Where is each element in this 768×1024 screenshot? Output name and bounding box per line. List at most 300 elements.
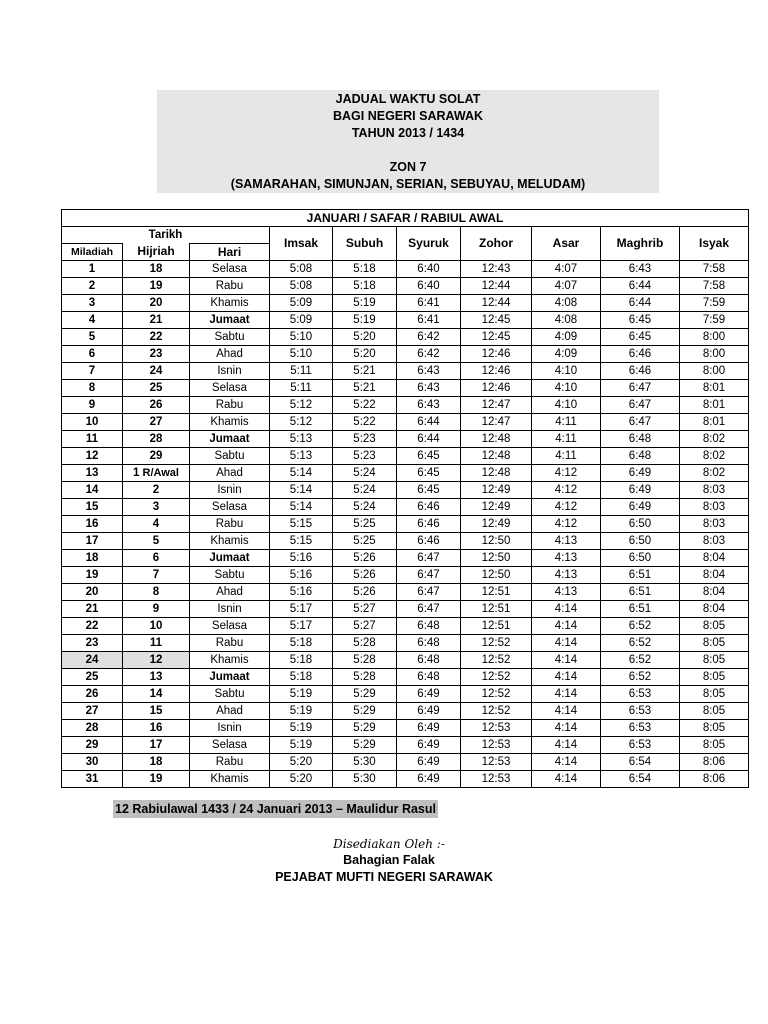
zohor-cell: 12:45	[461, 312, 532, 329]
maghrib-cell: 6:52	[601, 635, 680, 652]
maghrib-cell: 6:44	[601, 278, 680, 295]
subuh-cell: 5:28	[333, 635, 397, 652]
miladiah-cell: 29	[62, 737, 123, 754]
subuh-cell: 5:20	[333, 329, 397, 346]
asar-cell: 4:12	[532, 465, 601, 482]
maghrib-cell: 6:45	[601, 312, 680, 329]
isyak-cell: 8:05	[680, 618, 749, 635]
subuh-cell: 5:21	[333, 380, 397, 397]
syuruk-cell: 6:42	[397, 346, 461, 363]
imsak-cell: 5:14	[270, 499, 333, 516]
isyak-cell: 8:05	[680, 737, 749, 754]
maghrib-cell: 6:53	[601, 686, 680, 703]
day-cell: Sabtu	[190, 448, 270, 465]
hijriah-cell	[123, 601, 190, 618]
zohor-cell: 12:48	[461, 465, 532, 482]
subuh-cell: 5:20	[333, 346, 397, 363]
hijriah-day: 19	[149, 772, 163, 785]
hijriah-cell	[123, 771, 190, 788]
maghrib-cell: 6:50	[601, 533, 680, 550]
subuh-cell: 5:26	[333, 567, 397, 584]
imsak-cell: 5:11	[270, 363, 333, 380]
syuruk-cell: 6:45	[397, 465, 461, 482]
hijriah-day: 22	[149, 330, 163, 343]
isyak-cell: 8:02	[680, 431, 749, 448]
maghrib-cell: 6:43	[601, 261, 680, 278]
imsak-cell: 5:11	[270, 380, 333, 397]
zohor-cell: 12:53	[461, 771, 532, 788]
syuruk-cell: 6:47	[397, 584, 461, 601]
syuruk-cell: 6:41	[397, 312, 461, 329]
hijriah-cell	[123, 550, 190, 567]
table-row	[62, 346, 749, 363]
subuh-cell: 5:22	[333, 397, 397, 414]
hijriah-day: 12	[149, 653, 163, 666]
zohor-cell: 12:44	[461, 278, 532, 295]
table-row	[62, 329, 749, 346]
table-row	[62, 397, 749, 414]
miladiah-cell: 23	[62, 635, 123, 652]
day-cell: Rabu	[190, 397, 270, 414]
isyak-cell: 8:06	[680, 754, 749, 771]
subuh-cell: 5:29	[333, 686, 397, 703]
imsak-cell: 5:15	[270, 516, 333, 533]
hijriah-day: 9	[152, 602, 160, 615]
hijriah-day: 2	[152, 483, 160, 496]
miladiah-cell: 13	[62, 465, 123, 482]
table-row	[62, 584, 749, 601]
miladiah-cell: 27	[62, 703, 123, 720]
syuruk-cell: 6:45	[397, 482, 461, 499]
table-row	[62, 737, 749, 754]
syuruk-cell: 6:48	[397, 635, 461, 652]
isyak-cell: 7:59	[680, 312, 749, 329]
asar-cell: 4:14	[532, 771, 601, 788]
zohor-cell: 12:49	[461, 499, 532, 516]
asar-cell: 4:09	[532, 346, 601, 363]
hijriah-day: 4	[152, 517, 160, 530]
miladiah-cell: 18	[62, 550, 123, 567]
isyak-cell: 8:00	[680, 346, 749, 363]
syuruk-cell: 6:47	[397, 550, 461, 567]
hari-header: Hari	[190, 244, 270, 261]
isyak-header: Isyak	[680, 227, 749, 261]
zohor-cell: 12:47	[461, 414, 532, 431]
hijriah-cell	[123, 669, 190, 686]
miladiah-cell: 30	[62, 754, 123, 771]
table-row	[62, 431, 749, 448]
table-row	[62, 550, 749, 567]
hijriah-cell	[123, 720, 190, 737]
subuh-cell: 5:19	[333, 295, 397, 312]
isyak-cell: 8:02	[680, 465, 749, 482]
isyak-cell: 8:04	[680, 567, 749, 584]
hijriah-cell	[123, 618, 190, 635]
table-row	[62, 465, 749, 482]
isyak-cell: 7:58	[680, 278, 749, 295]
syuruk-cell: 6:46	[397, 533, 461, 550]
day-cell: Ahad	[190, 465, 270, 482]
asar-cell: 4:13	[532, 567, 601, 584]
syuruk-cell: 6:49	[397, 771, 461, 788]
maghrib-cell: 6:54	[601, 771, 680, 788]
subuh-cell: 5:30	[333, 771, 397, 788]
zohor-cell: 12:48	[461, 431, 532, 448]
hijriah-day: 15	[149, 704, 163, 717]
table-row	[62, 635, 749, 652]
imsak-cell: 5:17	[270, 618, 333, 635]
hijriah-cell	[123, 584, 190, 601]
zohor-cell: 12:43	[461, 261, 532, 278]
hijriah-day: 18	[149, 755, 163, 768]
isyak-cell: 8:03	[680, 516, 749, 533]
miladiah-header: Miladiah	[62, 244, 123, 261]
syuruk-cell: 6:46	[397, 516, 461, 533]
maghrib-cell: 6:49	[601, 465, 680, 482]
zohor-cell: 12:46	[461, 346, 532, 363]
asar-cell: 4:14	[532, 652, 601, 669]
subuh-cell: 5:29	[333, 737, 397, 754]
asar-cell: 4:10	[532, 397, 601, 414]
isyak-cell: 8:03	[680, 482, 749, 499]
miladiah-cell: 25	[62, 669, 123, 686]
maghrib-cell: 6:52	[601, 618, 680, 635]
zohor-cell: 12:44	[461, 295, 532, 312]
subuh-cell: 5:28	[333, 652, 397, 669]
isyak-cell: 8:05	[680, 703, 749, 720]
imsak-cell: 5:15	[270, 533, 333, 550]
zohor-cell: 12:46	[461, 363, 532, 380]
syuruk-cell: 6:47	[397, 601, 461, 618]
miladiah-cell: 5	[62, 329, 123, 346]
subuh-cell: 5:29	[333, 703, 397, 720]
day-cell: Selasa	[190, 261, 270, 278]
isyak-cell: 8:05	[680, 720, 749, 737]
syuruk-cell: 6:40	[397, 278, 461, 295]
imsak-cell: 5:08	[270, 278, 333, 295]
asar-cell: 4:14	[532, 635, 601, 652]
subuh-cell: 5:30	[333, 754, 397, 771]
subuh-cell: 5:24	[333, 465, 397, 482]
department-name: Bahagian Falak	[343, 853, 435, 867]
miladiah-cell: 6	[62, 346, 123, 363]
hijriah-day: 1	[133, 466, 140, 479]
day-cell: Khamis	[190, 771, 270, 788]
imsak-header: Imsak	[270, 227, 333, 261]
zohor-cell: 12:51	[461, 618, 532, 635]
title-block	[157, 90, 659, 193]
day-cell: Khamis	[190, 652, 270, 669]
table-row	[62, 482, 749, 499]
miladiah-cell: 2	[62, 278, 123, 295]
table-row	[62, 380, 749, 397]
isyak-cell: 7:58	[680, 261, 749, 278]
zohor-cell: 12:50	[461, 533, 532, 550]
prayer-times-table	[61, 209, 749, 788]
hijriah-day: 20	[149, 296, 163, 309]
maghrib-cell: 6:52	[601, 669, 680, 686]
hijriah-header: Hijriah	[123, 244, 190, 261]
asar-cell: 4:10	[532, 380, 601, 397]
hijriah-cell	[123, 737, 190, 754]
isyak-cell: 8:06	[680, 771, 749, 788]
hijriah-cell	[123, 278, 190, 295]
subuh-cell: 5:24	[333, 482, 397, 499]
maghrib-header: Maghrib	[601, 227, 680, 261]
zohor-cell: 12:52	[461, 652, 532, 669]
subuh-cell: 5:22	[333, 414, 397, 431]
day-cell: Rabu	[190, 635, 270, 652]
maghrib-cell: 6:48	[601, 431, 680, 448]
hijriah-cell	[123, 397, 190, 414]
imsak-cell: 5:18	[270, 635, 333, 652]
syuruk-cell: 6:44	[397, 414, 461, 431]
imsak-cell: 5:12	[270, 397, 333, 414]
maghrib-cell: 6:50	[601, 550, 680, 567]
syuruk-cell: 6:45	[397, 448, 461, 465]
asar-cell: 4:14	[532, 703, 601, 720]
isyak-cell: 8:04	[680, 601, 749, 618]
asar-cell: 4:13	[532, 550, 601, 567]
miladiah-cell: 22	[62, 618, 123, 635]
day-cell: Isnin	[190, 601, 270, 618]
day-cell: Selasa	[190, 618, 270, 635]
hijriah-cell	[123, 533, 190, 550]
asar-cell: 4:08	[532, 295, 601, 312]
imsak-cell: 5:17	[270, 601, 333, 618]
syuruk-cell: 6:41	[397, 295, 461, 312]
imsak-cell: 5:08	[270, 261, 333, 278]
syuruk-cell: 6:40	[397, 261, 461, 278]
zohor-cell: 12:53	[461, 737, 532, 754]
zohor-cell: 12:53	[461, 754, 532, 771]
table-row	[62, 261, 749, 278]
zohor-cell: 12:45	[461, 329, 532, 346]
day-cell: Selasa	[190, 380, 270, 397]
table-row	[62, 278, 749, 295]
title-line-1: JADUAL WAKTU SOLAT	[335, 92, 481, 106]
hijriah-cell	[123, 448, 190, 465]
day-cell: Isnin	[190, 482, 270, 499]
table-row	[62, 448, 749, 465]
asar-cell: 4:07	[532, 261, 601, 278]
isyak-cell: 8:01	[680, 397, 749, 414]
zohor-cell: 12:50	[461, 550, 532, 567]
hijriah-cell	[123, 567, 190, 584]
imsak-cell: 5:20	[270, 771, 333, 788]
isyak-cell: 8:05	[680, 686, 749, 703]
syuruk-cell: 6:43	[397, 363, 461, 380]
isyak-cell: 8:04	[680, 584, 749, 601]
table-row	[62, 669, 749, 686]
asar-cell: 4:14	[532, 686, 601, 703]
zohor-cell: 12:52	[461, 686, 532, 703]
subuh-cell: 5:23	[333, 448, 397, 465]
miladiah-cell: 24	[62, 652, 123, 669]
zohor-cell: 12:47	[461, 397, 532, 414]
title-line-3: TAHUN 2013 / 1434	[351, 126, 465, 140]
subuh-header: Subuh	[333, 227, 397, 261]
zohor-cell: 12:46	[461, 380, 532, 397]
asar-cell: 4:13	[532, 533, 601, 550]
imsak-cell: 5:09	[270, 295, 333, 312]
miladiah-cell: 26	[62, 686, 123, 703]
table-row	[62, 652, 749, 669]
imsak-cell: 5:14	[270, 482, 333, 499]
day-cell: Khamis	[190, 414, 270, 431]
maghrib-cell: 6:45	[601, 329, 680, 346]
table-row	[62, 533, 749, 550]
asar-cell: 4:10	[532, 363, 601, 380]
maghrib-cell: 6:50	[601, 516, 680, 533]
syuruk-cell: 6:49	[397, 703, 461, 720]
syuruk-cell: 6:49	[397, 737, 461, 754]
hijriah-day: 25	[149, 381, 163, 394]
imsak-cell: 5:19	[270, 686, 333, 703]
hijriah-cell	[123, 635, 190, 652]
maghrib-cell: 6:46	[601, 363, 680, 380]
maghrib-cell: 6:52	[601, 652, 680, 669]
maghrib-cell: 6:49	[601, 482, 680, 499]
imsak-cell: 5:16	[270, 567, 333, 584]
imsak-cell: 5:10	[270, 329, 333, 346]
subuh-cell: 5:29	[333, 720, 397, 737]
zohor-cell: 12:53	[461, 720, 532, 737]
imsak-cell: 5:13	[270, 448, 333, 465]
office-name: PEJABAT MUFTI NEGERI SARAWAK	[275, 870, 493, 884]
asar-cell: 4:14	[532, 669, 601, 686]
isyak-cell: 8:04	[680, 550, 749, 567]
hijriah-cell	[123, 754, 190, 771]
maghrib-cell: 6:46	[601, 346, 680, 363]
day-cell: Selasa	[190, 499, 270, 516]
hijriah-day: 17	[149, 738, 163, 751]
asar-cell: 4:09	[532, 329, 601, 346]
imsak-cell: 5:19	[270, 720, 333, 737]
day-cell: Rabu	[190, 516, 270, 533]
subuh-cell: 5:19	[333, 312, 397, 329]
maghrib-cell: 6:49	[601, 499, 680, 516]
asar-header: Asar	[532, 227, 601, 261]
hijriah-cell	[123, 652, 190, 669]
maghrib-cell: 6:44	[601, 295, 680, 312]
table-row	[62, 720, 749, 737]
hijriah-day: 26	[149, 398, 163, 411]
maghrib-cell: 6:47	[601, 414, 680, 431]
hijriah-day: 24	[149, 364, 163, 377]
day-cell: Sabtu	[190, 567, 270, 584]
syuruk-cell: 6:48	[397, 669, 461, 686]
asar-cell: 4:13	[532, 584, 601, 601]
zohor-cell: 12:52	[461, 669, 532, 686]
syuruk-cell: 6:43	[397, 380, 461, 397]
miladiah-cell: 14	[62, 482, 123, 499]
maghrib-cell: 6:51	[601, 601, 680, 618]
hijriah-day: 10	[149, 619, 163, 632]
asar-cell: 4:14	[532, 737, 601, 754]
zohor-cell: 12:51	[461, 584, 532, 601]
day-cell: Ahad	[190, 346, 270, 363]
syuruk-cell: 6:49	[397, 686, 461, 703]
hijriah-cell	[123, 431, 190, 448]
miladiah-cell: 21	[62, 601, 123, 618]
hijriah-day: 28	[149, 432, 163, 445]
zohor-cell: 12:49	[461, 516, 532, 533]
imsak-cell: 5:14	[270, 465, 333, 482]
asar-cell: 4:12	[532, 499, 601, 516]
imsak-cell: 5:16	[270, 584, 333, 601]
asar-cell: 4:14	[532, 601, 601, 618]
day-cell: Selasa	[190, 737, 270, 754]
miladiah-cell: 17	[62, 533, 123, 550]
subuh-cell: 5:28	[333, 669, 397, 686]
imsak-cell: 5:12	[270, 414, 333, 431]
hijriah-day: 14	[149, 687, 163, 700]
hijriah-cell	[123, 380, 190, 397]
asar-cell: 4:14	[532, 754, 601, 771]
subuh-cell: 5:24	[333, 499, 397, 516]
table-row	[62, 754, 749, 771]
maghrib-cell: 6:47	[601, 397, 680, 414]
zone-label: ZON 7	[389, 160, 427, 174]
table-row	[62, 567, 749, 584]
maghrib-cell: 6:53	[601, 703, 680, 720]
hijriah-month-suffix: R/Awal	[139, 466, 179, 479]
asar-cell: 4:07	[532, 278, 601, 295]
syuruk-cell: 6:48	[397, 618, 461, 635]
syuruk-cell: 6:47	[397, 567, 461, 584]
miladiah-cell: 11	[62, 431, 123, 448]
day-cell: Ahad	[190, 703, 270, 720]
miladiah-cell: 10	[62, 414, 123, 431]
subuh-cell: 5:27	[333, 601, 397, 618]
zohor-cell: 12:49	[461, 482, 532, 499]
day-cell: Rabu	[190, 278, 270, 295]
isyak-cell: 7:59	[680, 295, 749, 312]
maghrib-cell: 6:51	[601, 567, 680, 584]
table-row	[62, 686, 749, 703]
maulidur-note: 12 Rabiulawal 1433 / 24 Januari 2013 – Maulidur Rasul	[115, 802, 436, 816]
hijriah-cell	[123, 312, 190, 329]
hijriah-day: 29	[149, 449, 163, 462]
maghrib-cell: 6:53	[601, 720, 680, 737]
hijriah-day: 18	[149, 262, 163, 275]
asar-cell: 4:12	[532, 516, 601, 533]
table-row	[62, 499, 749, 516]
hijriah-day: 3	[152, 500, 160, 513]
day-cell: Jumaat	[190, 669, 270, 686]
isyak-cell: 8:05	[680, 635, 749, 652]
syuruk-cell: 6:42	[397, 329, 461, 346]
tarikh-header: Tarikh	[62, 227, 270, 244]
zohor-cell: 12:50	[461, 567, 532, 584]
imsak-cell: 5:13	[270, 431, 333, 448]
day-cell: Khamis	[190, 533, 270, 550]
table-row	[62, 312, 749, 329]
asar-cell: 4:14	[532, 618, 601, 635]
zohor-cell: 12:51	[461, 601, 532, 618]
miladiah-cell: 16	[62, 516, 123, 533]
prepared-by: Disediakan Oleh :-	[333, 837, 445, 851]
miladiah-cell: 28	[62, 720, 123, 737]
imsak-cell: 5:09	[270, 312, 333, 329]
zohor-cell: 12:48	[461, 448, 532, 465]
day-cell: Khamis	[190, 295, 270, 312]
asar-cell: 4:11	[532, 448, 601, 465]
table-row	[62, 363, 749, 380]
imsak-cell: 5:19	[270, 703, 333, 720]
subuh-cell: 5:18	[333, 261, 397, 278]
